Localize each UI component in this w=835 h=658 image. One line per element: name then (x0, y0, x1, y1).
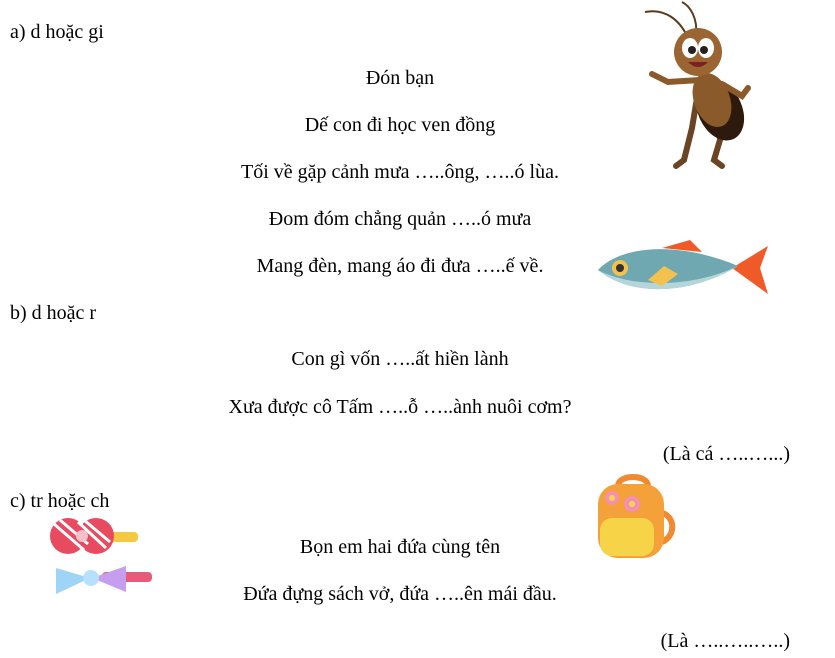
hair-clip-icon (44, 514, 156, 606)
section-a-label: a) d hoặc gi (10, 21, 104, 43)
poem-line: Xưa được cô Tấm …..ỗ …..ành nuôi cơm? (228, 396, 572, 418)
fish-icon (592, 236, 772, 300)
poem-line: Con gì vốn …..ất hiền lành (291, 348, 509, 370)
poem-line: Bọn em hai đứa cùng tên (299, 536, 501, 558)
answer-b: (Là cá …..…...) (662, 443, 790, 465)
section-c-label: c) tr hoặc ch (10, 490, 110, 512)
poem-line: Đom đóm chẳng quản …..ó mưa (268, 208, 532, 230)
backpack-icon (590, 472, 680, 562)
cricket-icon (640, 0, 760, 172)
poem-title: Đón bạn (365, 67, 435, 89)
poem-line: Dế con đi học ven đồng (304, 114, 496, 136)
answer-c: (Là …..…..…..) (660, 630, 790, 652)
poem-line: Mang đèn, mang áo đi đưa …..ế về. (256, 255, 544, 277)
section-b-label: b) d hoặc r (10, 302, 97, 324)
poem-line: Đứa đựng sách vở, đứa …..ên mái đầu. (243, 583, 557, 605)
poem-line: Tối về gặp cảnh mưa …..ông, …..ó lùa. (241, 161, 559, 183)
